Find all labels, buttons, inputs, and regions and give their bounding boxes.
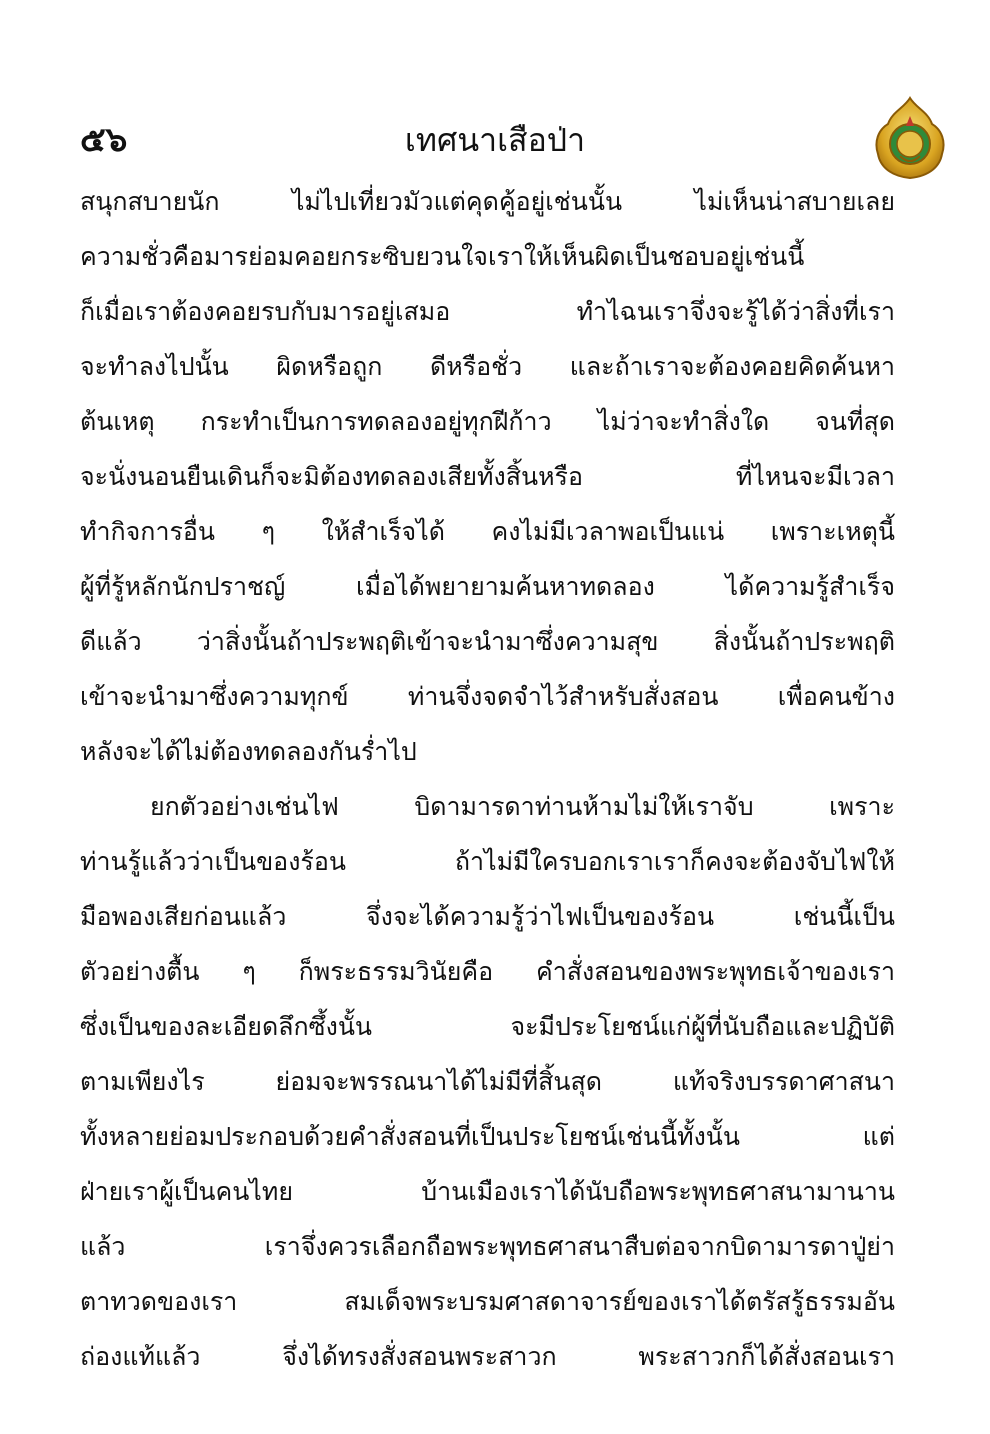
text-line: ฝ่ายเราผู้เป็นคนไทย บ้านเมืองเราได้นับถือพระพุทธศาสนามานาน: [80, 1177, 895, 1206]
body-text: [80, 174, 895, 1384]
golden-emblem-icon: [870, 96, 950, 180]
text-line: ยกตัวอย่างเช่นไฟ บิดามารดาท่านห้ามไม่ให้เราจับ เพราะ: [150, 792, 895, 821]
text-line: ผู้ที่รู้หลักนักปราชญ์ เมื่อได้พยายามค้นหาทดลอง ได้ความรู้สำเร็จ: [80, 572, 895, 601]
text-line: จะทำลงไปนั้น ผิดหรือถูก ดีหรือชั่ว และถ้าเราจะต้องคอยคิดค้นหา: [80, 352, 895, 381]
text-line: เข้าจะนำมาซึ่งความทุกข์ ท่านจึ่งจดจำไว้สำหรับสั่งสอน เพื่อคนข้าง: [80, 682, 895, 711]
text-line: ก็เมื่อเราต้องคอยรบกับมารอยู่เสมอ ทำไฉนเราจึ่งจะรู้ได้ว่าสิ่งที่เรา: [80, 297, 895, 326]
text-line: ทั้งหลายย่อมประกอบด้วยคำสั่งสอนที่เป็นประโยชน์เช่นนี้ทั้งนั้น แต่: [80, 1122, 895, 1151]
text-line: ตาทวดของเรา สมเด็จพระบรมศาสดาจารย์ของเราได้ตรัสรู้ธรรมอัน: [80, 1287, 895, 1316]
text-line: ความชั่วคือมารย่อมคอยกระซิบยวนใจเราให้เห็นผิดเป็นชอบอยู่เช่นนี้: [80, 242, 805, 271]
text-line: สนุกสบายนัก ไม่ไปเที่ยวมัวแต่คุดคู้อยู่เช่นนั้น ไม่เห็นน่าสบายเลย: [80, 187, 895, 216]
text-line: จะนั่งนอนยืนเดินก็จะมิต้องทดลองเสียทั้งสิ้นหรือ ที่ไหนจะมีเวลา: [80, 462, 895, 491]
text-line: ทำกิจการอื่น ๆ ให้สำเร็จได้ คงไม่มีเวลาพอเป็นแน่ เพราะเหตุนี้: [80, 517, 895, 546]
text-line: ต้นเหตุ กระทำเป็นการทดลองอยู่ทุกฝีก้าว ไม่ว่าจะทำสิ่งใด จนที่สุด: [80, 407, 895, 436]
text-line: แล้ว เราจึ่งควรเลือกถือพระพุทธศาสนาสืบต่อจากบิดามารดาปู่ย่า: [80, 1232, 895, 1261]
text-line: ตัวอย่างตื้น ๆ ก็พระธรรมวินัยคือ คำสั่งสอนของพระพุทธเจ้าของเรา: [80, 957, 895, 986]
text-line: ท่านรู้แล้วว่าเป็นของร้อน ถ้าไม่มีใครบอกเราเราก็คงจะต้องจับไฟให้: [80, 847, 895, 876]
text-line: หลังจะได้ไม่ต้องทดลองกันร่ำไป: [80, 737, 417, 766]
text-line: ซึ่งเป็นของละเอียดลึกซึ้งนั้น จะมีประโยชน์แก่ผู้ที่นับถือและปฏิบัติ: [80, 1012, 895, 1041]
text-line: ตามเพียงไร ย่อมจะพรรณนาได้ไม่มีที่สิ้นสุด แท้จริงบรรดาศาสนา: [80, 1067, 895, 1096]
running-title: เทศนาเสือป่า: [404, 121, 586, 159]
text-line: มือพองเสียก่อนแล้ว จึ่งจะได้ความรู้ว่าไฟเป็นของร้อน เช่นนี้เป็น: [80, 902, 895, 931]
text-line: ถ่องแท้แล้ว จึ่งได้ทรงสั่งสอนพระสาวก พระสาวกก็ได้สั่งสอนเรา: [80, 1342, 895, 1371]
page-number: ๕๖: [80, 120, 128, 160]
text-line: ดีแล้ว ว่าสิ่งนั้นถ้าประพฤติเข้าจะนำมาซึ่งความสุข สิ่งนั้นถ้าประพฤติ: [80, 627, 895, 656]
